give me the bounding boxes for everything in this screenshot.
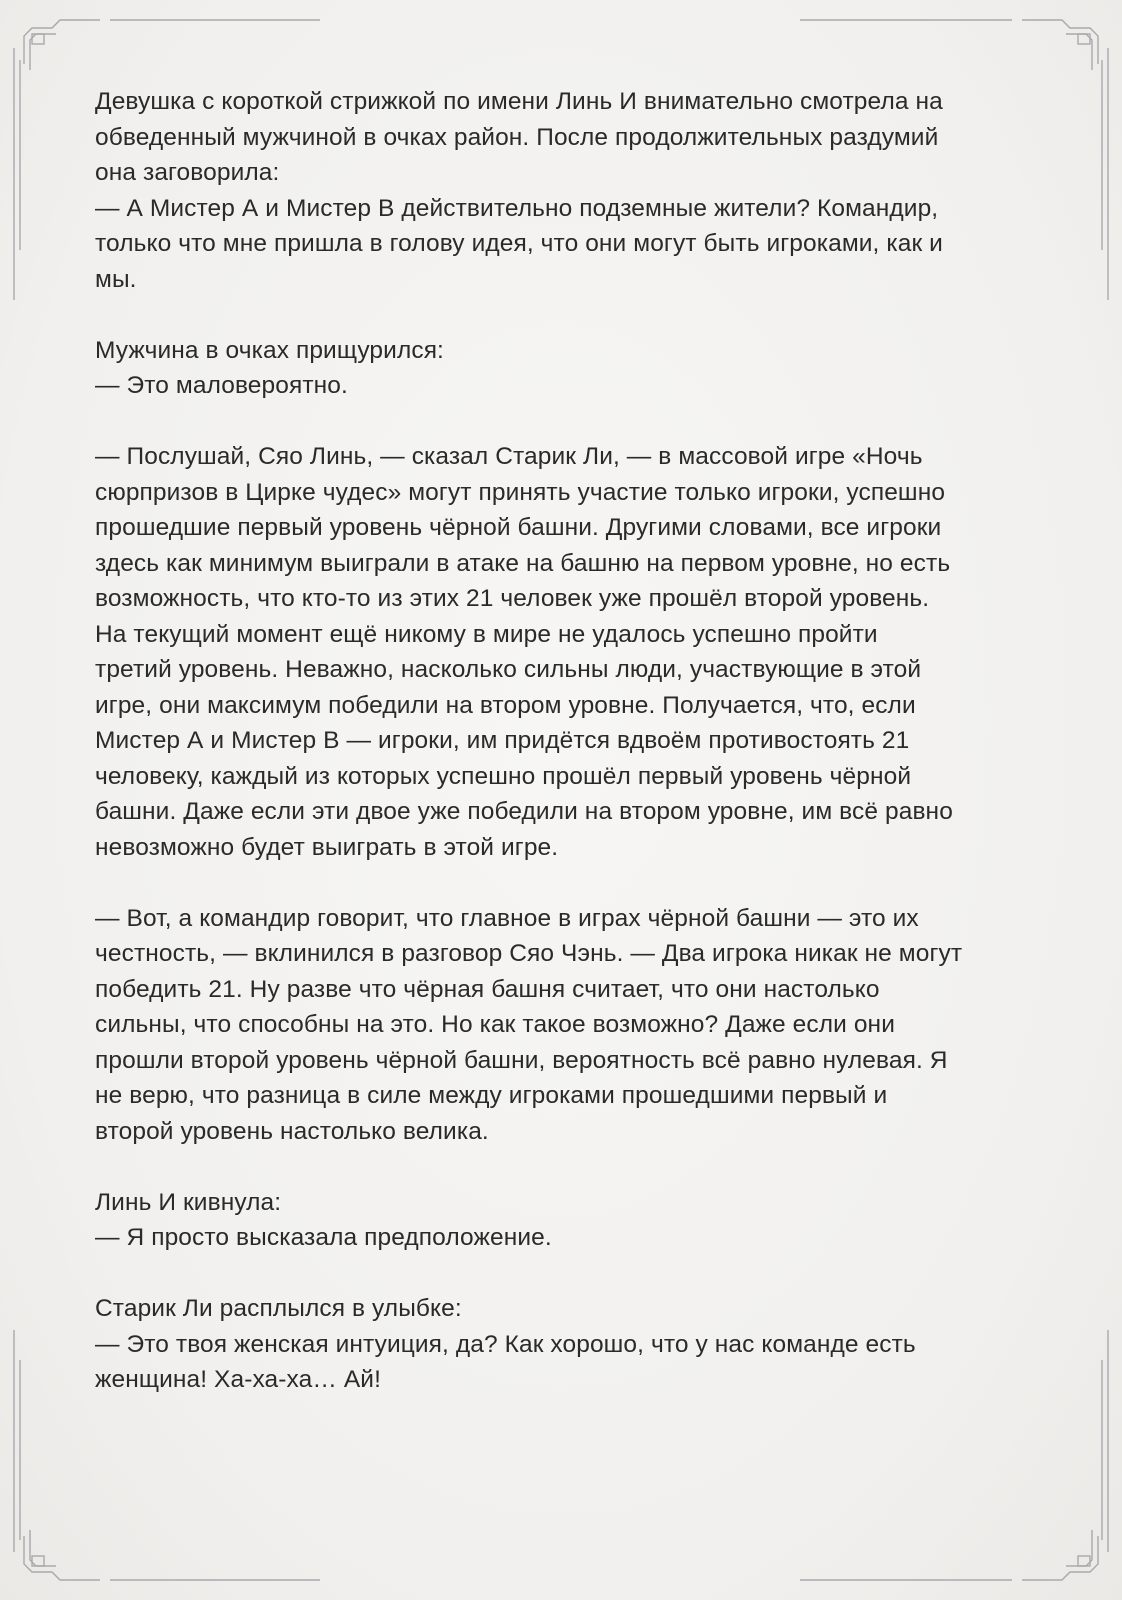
text-line: — А Мистер А и Мистер В действительно подземные жители? Командир, — [95, 194, 939, 222]
paragraph-4 — [95, 901, 1045, 1150]
text-line: игре, они максимум победили на втором уровне. Получается, что, если — [95, 691, 916, 719]
text-line: невозможно будет выиграть в этой игре. — [95, 833, 559, 861]
text-line: победить 21. Ну разве что чёрная башня считает, что они настолько — [95, 975, 880, 1003]
story-text — [95, 84, 1045, 1433]
text-line: прошли второй уровень чёрной башни, вероятность всё равно нулевая. Я — [95, 1046, 948, 1074]
text-line: не верю, что разница в силе между игроками прошедшими первый и — [95, 1082, 888, 1109]
text-line: Старик Ли расплылся в улыбке: — [95, 1295, 462, 1322]
paragraph-5 — [95, 1185, 1045, 1256]
text-line: — Я просто высказала предположение. — [95, 1224, 552, 1251]
text-line: она заговорила: — [95, 159, 280, 186]
text-line: второй уровень настолько велика. — [95, 1117, 489, 1145]
text-line: На текущий момент ещё никому в мире не удалось успешно пройти — [95, 620, 878, 648]
text-line: — Это твоя женская интуиция, да? Как хорошо, что у нас команде есть — [95, 1330, 916, 1358]
text-line: прошедшие первый уровень чёрной башни. Другими словами, все игроки — [95, 514, 942, 541]
text-line: Мистер А и Мистер В — игроки, им придётся вдвоём противостоять 21 — [95, 727, 910, 754]
paragraph-3 — [95, 439, 1045, 865]
paragraph-1 — [95, 84, 1045, 297]
text-line: — Вот, а командир говорит, что главное в играх чёрной башни — это их — [95, 904, 919, 932]
text-line: человеку, каждый из которых успешно прошёл первый уровень чёрной — [95, 762, 912, 790]
text-line: сильны, что способны на это. Но как такое возможно? Даже если они — [95, 1011, 895, 1038]
paragraph-2 — [95, 333, 1045, 404]
text-line: честность, — вклинился в разговор Сяо Чэнь. — Два игрока никак не могут — [95, 940, 963, 967]
text-line: только что мне пришла в голову идея, что они могут быть игроками, как и — [95, 230, 943, 257]
text-line: мы. — [95, 265, 137, 293]
text-line: обведенный мужчиной в очках район. После продолжительных раздумий — [95, 123, 939, 151]
text-line: третий уровень. Неважно, насколько сильны люди, участвующие в этой — [95, 656, 922, 683]
paragraph-6 — [95, 1291, 1045, 1398]
text-line: Девушка с короткой стрижкой по имени Линь И внимательно смотрела на — [95, 88, 943, 115]
text-line: сюрпризов в Цирке чудес» могут принять участие только игроки, успешно — [95, 478, 946, 506]
text-line: здесь как минимум выиграли в атаке на башню на первом уровне, но есть — [95, 549, 951, 577]
text-line: Мужчина в очках прищурился: — [95, 336, 444, 364]
text-line: женщина! Ха-ха-ха… Ай! — [95, 1366, 381, 1393]
text-line: возможность, что кто-то из этих 21 человек уже прошёл второй уровень. — [95, 585, 930, 612]
text-line: башни. Даже если эти двое уже победили на втором уровне, им всё равно — [95, 798, 953, 825]
text-line: — Это маловероятно. — [95, 372, 348, 399]
text-line: Линь И кивнула: — [95, 1188, 282, 1216]
text-line: — Послушай, Сяо Линь, — сказал Старик Ли, — в массовой игре «Ночь — [95, 443, 923, 470]
